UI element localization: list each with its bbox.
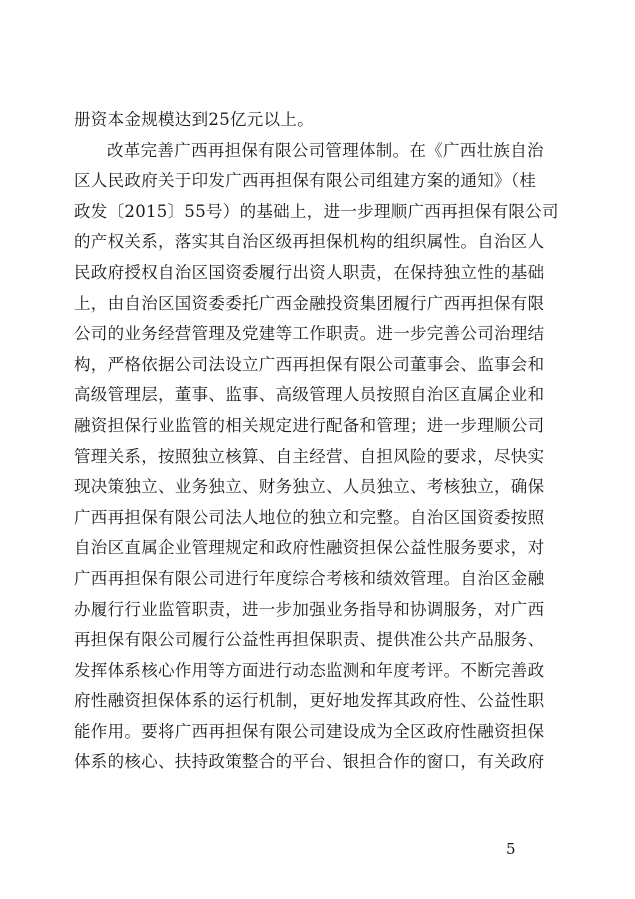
text-line: 构，严格依据公司法设立广西再担保有限公司董事会、监事会和: [74, 354, 545, 374]
text-line: 政发〔2015〕55号）的基础上，进一步理顺广西再担保有限公司: [74, 201, 559, 221]
text-line: 再担保有限公司履行公益性再担保职责、提供准公共产品服务、: [74, 630, 545, 650]
text-line: 区人民政府关于印发广西再担保有限公司组建方案的通知》（桂: [74, 171, 537, 191]
text-line: 的产权关系，落实其自治区级再担保机构的组织属性。自治区人: [74, 232, 545, 252]
text-line: 现决策独立、业务独立、财务独立、人员独立、考核独立，确保: [74, 477, 545, 497]
text-line: 府性融资担保体系的运行机制，更好地发挥其政府性、公益性职: [74, 691, 545, 711]
paragraph-first-line: 改革完善广西再担保有限公司管理体制。在《广西壮族自治: [107, 140, 544, 160]
text-line: 管理关系，按照独立核算、自主经营、自担风险的要求，尽快实: [74, 446, 545, 466]
text-line: 发挥体系核心作用等方面进行动态监测和年度考评。不断完善政: [74, 660, 545, 680]
text-line: 体系的核心、扶持政策整合的平台、银担合作的窗口，有关政府: [74, 752, 545, 772]
text-line: 公司的业务经营管理及党建等工作职责。进一步完善公司治理结: [74, 324, 545, 344]
page-number: 5: [506, 840, 516, 858]
text-line: 自治区直属企业管理规定和政府性融资担保公益性服务要求，对: [74, 538, 545, 558]
text-line: 广西再担保有限公司法人地位的独立和完整。自治区国资委按照: [74, 507, 545, 527]
text-line: 上，由自治区国资委委托广西金融投资集团履行广西再担保有限: [74, 293, 545, 313]
text-line: 高级管理层，董事、监事、高级管理人员按照自治区直属企业和: [74, 385, 545, 405]
text-line: 能作用。要将广西再担保有限公司建设成为全区政府性融资担保: [74, 721, 545, 741]
text-line: 办履行行业监管职责，进一步加强业务指导和协调服务，对广西: [74, 599, 545, 619]
text-line: 册资本金规模达到25亿元以上。: [74, 110, 314, 129]
body-text: [74, 105, 564, 778]
text-line: 广西再担保有限公司进行年度综合考核和绩效管理。自治区金融: [74, 568, 545, 588]
text-line: 民政府授权自治区国资委履行出资人职责，在保持独立性的基础: [74, 262, 545, 282]
text-line: 融资担保行业监管的相关规定进行配备和管理；进一步理顺公司: [74, 415, 545, 435]
